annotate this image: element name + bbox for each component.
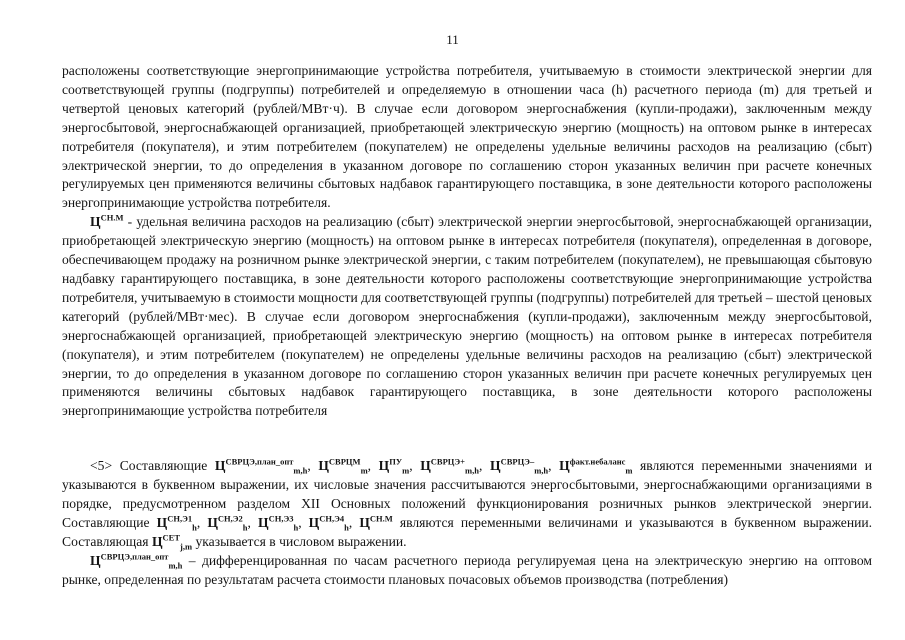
symbol-c-sn-m: $Ц^{СН.М}$ [90, 212, 124, 230]
paragraph-1: расположены соответствующие энергопринимающие устройства потребителя, учитываемую в стоимости электрической энергии для соответствующей группы (подгруппы) потребителей и определяемую в отношении часа (h) расчетного периода (m) для третьей и четвертой ценовых категорий (рублей/МВт·ч). В случае если договором энергоснабжения (купли-продажи), заключенным между энергосбытовой, энергоснабжающей организацией, приобретающей электрическую энергию (мощность) на оптовом рынке в интересах потребителя (покупателя), и этим потребителем (покупателем) не определены удельные величины расходов на реализацию (сбыт) электрической энергии, то до определения в указанном договоре по соглашению сторон указанных величин при расчете конечных регулируемых цен применяются величины сбытовых надбавок гарантирующего поставщика, в зоне деятельности которого расположены энергопринимающие устройства потребителя. [62, 63, 872, 211]
symbol-c-svrce-plan-2: $Ц^{СВРЦЭ,план\_опт}_{m,h}$ [90, 551, 183, 571]
symbol-c-set: $Ц^{СЕТ}_{j,m}$ [151, 532, 193, 552]
page-number: 11 [446, 32, 459, 47]
paragraph-4 [62, 552, 872, 590]
paragraph-2 [62, 213, 872, 421]
symbol-c-svrce-plus: $Ц^{СВРЦЭ+}_{m,h}$ [420, 456, 479, 476]
symbol-c-svrce-minus: $Ц^{СВРЦЭ-}_{m,h}$ [489, 456, 549, 476]
symbol-c-sn-e1: $Ц^{СН,Э1}_h$ [156, 513, 197, 533]
symbol-c-pu: $Ц^{ПУ}_m$ [378, 456, 410, 476]
symbol-c-sn-e4: $Ц^{СН,Э4}_h$ [308, 513, 349, 533]
symbol-c-sn-m-2: $Ц^{СН.М}$ [359, 513, 393, 530]
paragraph-4-text: – дифференцированная по часам расчетного периода регулируемая цена на электрическую энергию на оптовом рынке, определенная по результатам расчета стоимости плановых почасовых объемов производства (потребления) [62, 552, 872, 587]
symbol-c-svrce-plan: $Ц^{СВРЦЭ,план\_опт}_{m,h}$ [214, 456, 308, 476]
symbol-c-sn-e3: $Ц^{СН,Э3}_h$ [258, 513, 299, 533]
symbol-c-sn-e2: $Ц^{СН,Э2}_h$ [207, 513, 248, 533]
symbol-c-fact-nebalans: $Ц^{факт.небаланс}_m$ [559, 456, 633, 476]
footnote-5: <5> Составляющие $Ц^{СВРЦЭ,план\_опт}_{m,h}$, $Ц^{СВРЦМ}_m$, $Ц^{ПУ}_m$, $Ц^{СВРЦЭ+}_{m,h}$, $Ц^{СВРЦЭ-}_{m,h}$, $Ц^{факт.небаланс}_m$ являются переменными значениями и указываются в буквенном выражении, их числовые значения рассчитываются энергосбытовыми, энергоснабжающими организациями в порядке, предусмотренном разделом XII Основных положений функционирования розничных рынков электрической энергии. Составляющие $Ц^{СН,Э1}_h$, $Ц^{СН,Э2}_h$, $Ц^{СН,Э3}_h$, $Ц^{СН,Э4}_h$, $Ц^{СН.М}$ являются переменными величинами и указываются в буквенном выражении. Составляющая $Ц^{СЕТ}_{j,m}$ указывается в числовом выражении. [62, 456, 873, 552]
symbol-c-svrcm: $Ц^{СВРЦМ}_m$ [318, 456, 368, 476]
paragraph-2-text: - удельная величина расходов на реализацию (сбыт) электрической энергии энергосбытовой, энергоснабжающей организации, приобретающей электрическую энергию (мощность) на оптовом рынке в интересах потребителя (покупателя), определенная в договоре, обеспечивающем продажу на розничном рынке электрической энергии, с таким потребителем (покупателем), не превышающая сбытовую надбавку гарантирующего поставщика, в зоне деятельности которого расположены соответствующие энергопринимающие устройства потребителя, учитываемую в стоимости мощности для соответствующей группы (подгруппы) потребителей для третьей – шестой ценовых категорий (рублей/МВт·мес). В случае если договором энергоснабжения (купли-продажи), заключенным между энергосбытовой, энергоснабжающей организацией, приобретающей электрическую энергию (мощность) на оптовом рынке в интересах потребителя (покупателя), и этим потребителем (покупателем) не определены удельные величины расходов на реализацию (сбыт) электрической энергии, то до определения в указанном договоре по соглашению сторон указанных величин при расчете конечных регулируемых цен применяются величины сбытовых надбавок гарантирующего поставщика, в зоне деятельности которого расположены энергопринимающие устройства потребителя [62, 214, 872, 419]
document-body [62, 62, 872, 590]
